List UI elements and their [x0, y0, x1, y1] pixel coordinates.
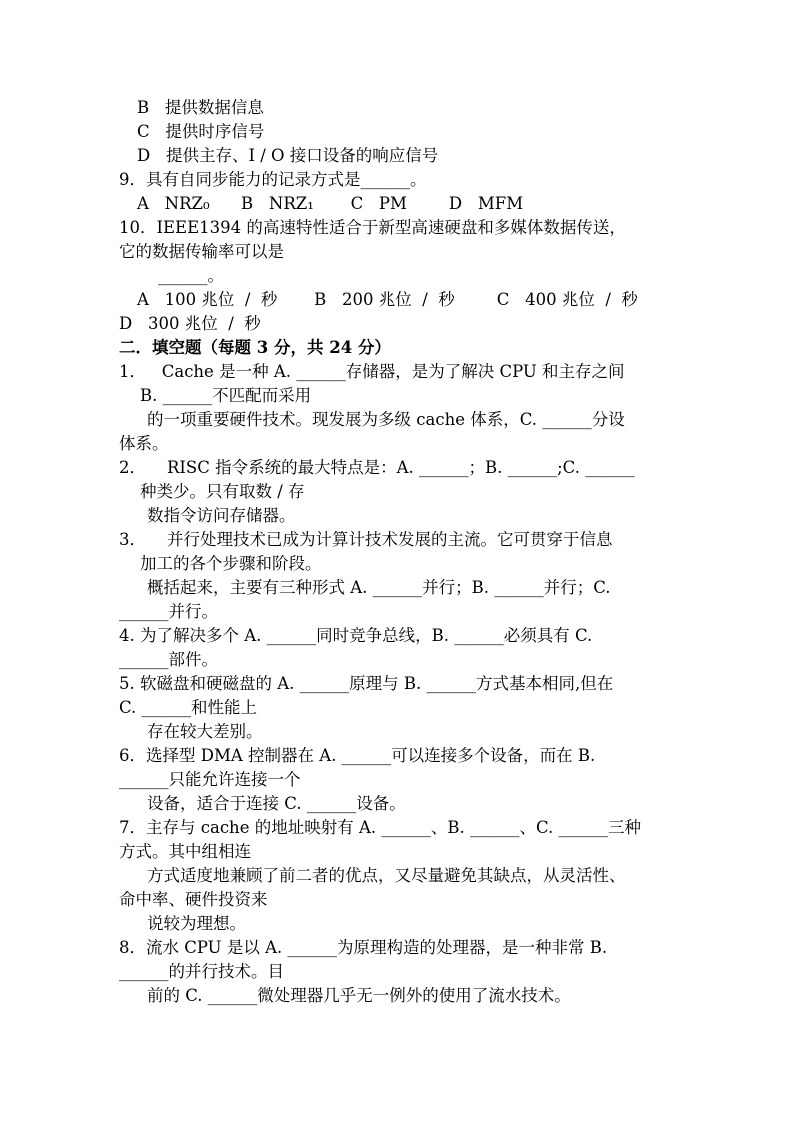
fill-1-line-1: 1． Cache 是一种 A. ______存储器，是为了解决 CPU 和主存之间 — [119, 362, 625, 381]
fill-3-line-2: 加工的各个步骤和阶段。 — [140, 554, 322, 573]
option-9-d-prev: D 提供主存、I / O 接口设备的响应信号 — [137, 146, 439, 165]
question-10-options-1: A 100 兆位 / 秒 B 200 兆位 / 秒 C 400 兆位 / 秒 — [137, 290, 638, 309]
fill-8-line-1: 8．流水 CPU 是以 A. ______为原理构造的处理器，是一种非常 B. — [119, 938, 608, 957]
question-10-line-2: 它的数据传输率可以是 — [119, 242, 284, 261]
question-10-line-3: ______。 — [158, 266, 224, 285]
section-heading: 二．填空题（每题 3 分，共 24 分） — [119, 338, 391, 357]
question-10-line-1: 10．IEEE1394 的高速特性适合于新型高速硬盘和多媒体数据传送， — [119, 218, 626, 237]
fill-3-line-3: 概括起来，主要有三种形式 A. ______并行；B. ______并行；C. — [147, 578, 611, 597]
fill-7-line-4: 命中率、硬件投资来 — [119, 890, 268, 909]
fill-7-line-1: 7．主存与 cache 的地址映射有 A. ______、B. ______、C. ______三种 — [119, 818, 641, 837]
fill-1-line-4: 体系。 — [119, 434, 169, 453]
fill-1-line-3: 的一项重要硬件技术。现发展为多级 cache 体系，C. ______分设 — [147, 410, 625, 429]
fill-2-line-1: 2． RISC 指令系统的最大特点是：A. ______；B. ______;C. ______ — [119, 458, 635, 477]
fill-5-line-2: C. ______和性能上 — [119, 698, 258, 717]
option-9-c-prev: C 提供时序信号 — [137, 122, 265, 141]
fill-6-line-3: 设备，适合于连接 C. ______设备。 — [147, 794, 406, 813]
fill-5-line-1: 5. 软磁盘和硬磁盘的 A. ______原理与 B. ______方式基本相同,但在 — [119, 674, 614, 693]
fill-3-line-4: ______并行。 — [119, 602, 218, 621]
fill-7-line-5: 说较为理想。 — [147, 914, 246, 933]
fill-4-line-2: ______部件。 — [119, 650, 218, 669]
option-9-b-prev: B 提供数据信息 — [137, 98, 264, 117]
fill-5-line-3: 存在较大差别。 — [147, 722, 263, 741]
fill-2-line-2: 种类少。只有取数 / 存 — [140, 482, 305, 501]
fill-7-line-2: 方式。其中组相连 — [119, 842, 251, 861]
question-9: 9．具有自同步能力的记录方式是______。 — [119, 170, 427, 189]
question-9-options: A NRZ₀ B NRZ₁ C PM D MFM — [137, 194, 524, 213]
fill-8-line-2: ______的并行技术。目 — [119, 962, 284, 981]
fill-8-line-3: 前的 C. ______微处理器几乎无一例外的使用了流水技术。 — [147, 986, 571, 1005]
fill-3-line-1: 3． 并行处理技术已成为计算计技术发展的主流。它可贯穿于信息 — [119, 530, 613, 549]
fill-6-line-1: 6．选择型 DMA 控制器在 A. ______可以连接多个设备，而在 B. — [119, 746, 596, 765]
fill-1-line-2: B. ______不匹配而采用 — [140, 386, 312, 405]
question-10-options-2: D 300 兆位 / 秒 — [119, 314, 261, 333]
fill-7-line-3: 方式适度地兼顾了前二者的优点，又尽量避免其缺点，从灵活性、 — [147, 866, 626, 885]
fill-2-line-3: 数指令访问存储器。 — [147, 506, 296, 525]
fill-4-line-1: 4. 为了解决多个 A. ______同时竞争总线，B. ______必须具有 C. — [119, 626, 593, 645]
fill-6-line-2: ______只能允许连接一个 — [119, 770, 301, 789]
